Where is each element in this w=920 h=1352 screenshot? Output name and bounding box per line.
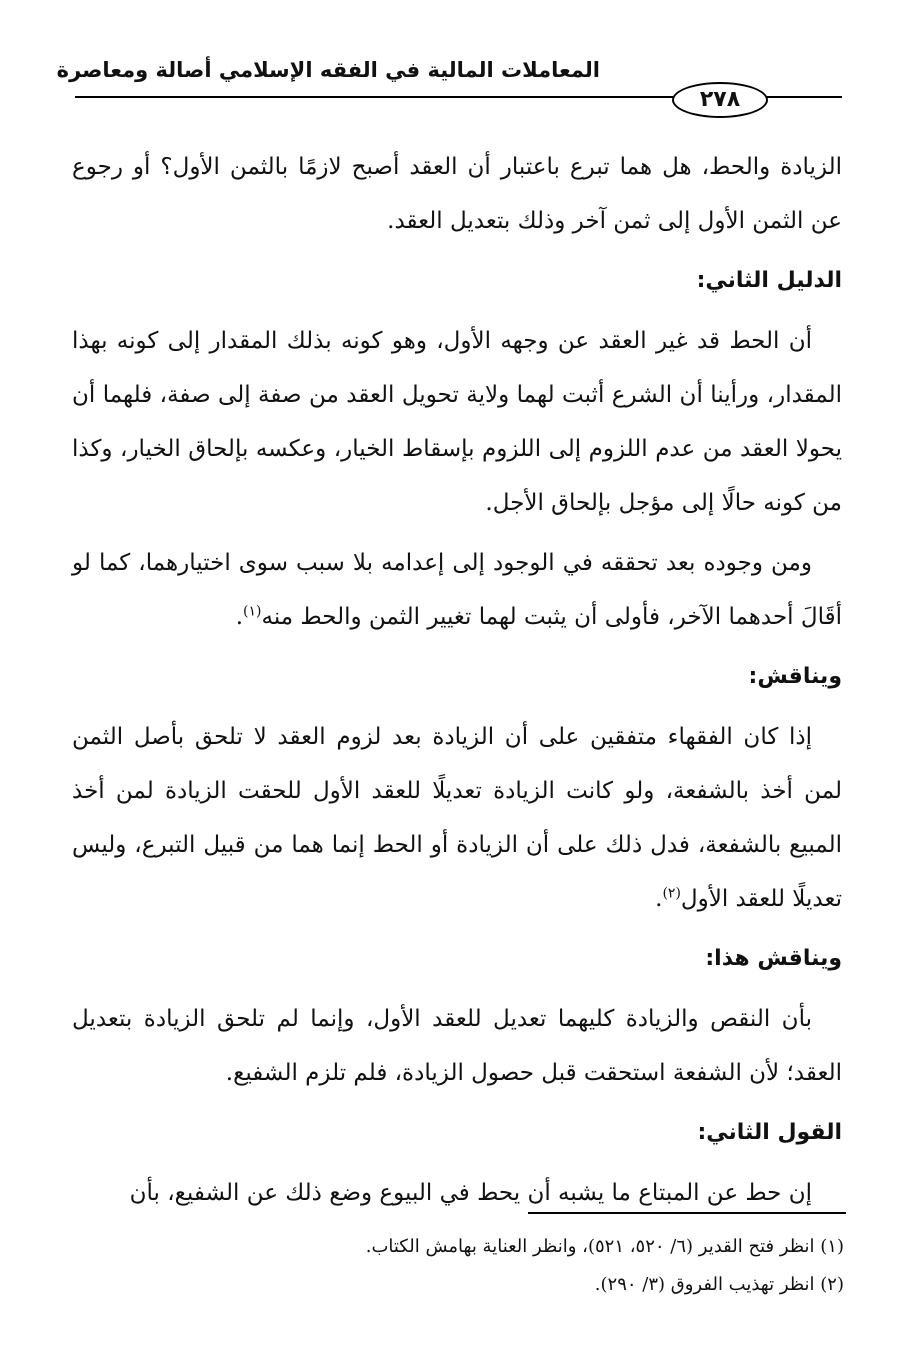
- heading-second-opinion: القول الثاني:: [697, 1120, 842, 1145]
- heading-discussion: ويناقش:: [748, 664, 842, 689]
- footnote-1: (١) انظر فتح القدير (٦/ ٥٢٠، ٥٢١)، وانظر العناية بهامش الكتاب.: [365, 1236, 844, 1257]
- paragraph-3-end: .: [235, 604, 244, 630]
- paragraph-4-text: إذا كان الفقهاء متفقين على أن الزيادة بعد لزوم العقد لا تلحق بأصل الثمن لمن أخذ بالشفعة، ولو كانت الزيادة تعديلًا للعقد الأول للحقت الزيادة لمن أخذ المبيع بالشفعة، فدل ذلك على أن الزيادة أو الحط إنما هما من قبيل التبرع، وليس تعديلًا للعقد الأول: [72, 724, 842, 912]
- paragraph-3-text: ومن وجوده بعد تحققه في الوجود إلى إعدامه بلا سبب سوى اختيارهما، كما لو أقَالَ أحدهما الآخر، فأولى أن يثبت لهما تغيير الثمن والحط منه: [72, 550, 842, 630]
- footnote-ref-2: (٢): [662, 885, 681, 902]
- header-rule-right: [762, 96, 842, 98]
- heading-second-evidence: الدليل الثاني:: [696, 268, 842, 293]
- body-text: [72, 140, 842, 1226]
- page-header: [56, 52, 850, 112]
- book-title: المعاملات المالية في الفقه الإسلامي أصالة ومعاصرة: [56, 58, 600, 82]
- footnotes: [74, 1228, 844, 1304]
- footnote-separator: [528, 1212, 846, 1214]
- paragraph-2: أن الحط قد غير العقد عن وجهه الأول، وهو كونه بذلك المقدار إلى كونه بهذا المقدار، ورأينا أن الشرع أثبت لهما ولاية تحويل العقد من صفة إلى صفة، فلهما أن يحولا العقد من عدم اللزوم إلى اللزوم بإسقاط الخيار، وعكسه بإلحاق الخيار، وكذا من كونه حالًا إلى مؤجل بإلحاق الأجل.: [72, 328, 842, 516]
- paragraph-6: إن حط عن المبتاع ما يشبه أن يحط في البيوع وضع ذلك عن الشفيع، بأن: [129, 1180, 812, 1206]
- paragraph-4: [72, 710, 842, 926]
- page-number: ٢٧٨: [672, 82, 768, 118]
- footnote-ref-1: (١): [243, 603, 262, 620]
- footnote-2: (٢) انظر تهذيب الفروق (٣/ ٢٩٠).: [594, 1274, 844, 1295]
- paragraph-1: الزيادة والحط، هل هما تبرع باعتبار أن العقد أصبح لازمًا بالثمن الأول؟ أو رجوع عن الثمن الأول إلى ثمن آخر وذلك بتعديل العقد.: [72, 154, 842, 234]
- header-rule-left: [75, 96, 673, 98]
- paragraph-5: بأن النقص والزيادة كليهما تعديل للعقد الأول، وإنما لم تلحق الزيادة بتعديل العقد؛ لأن الشفعة استحقت قبل حصول الزيادة، فلم تلزم الشفيع.: [72, 1006, 842, 1086]
- paragraph-3: [72, 536, 842, 644]
- heading-discussion-this: ويناقش هذا:: [705, 946, 842, 971]
- paragraph-4-end: .: [655, 886, 663, 912]
